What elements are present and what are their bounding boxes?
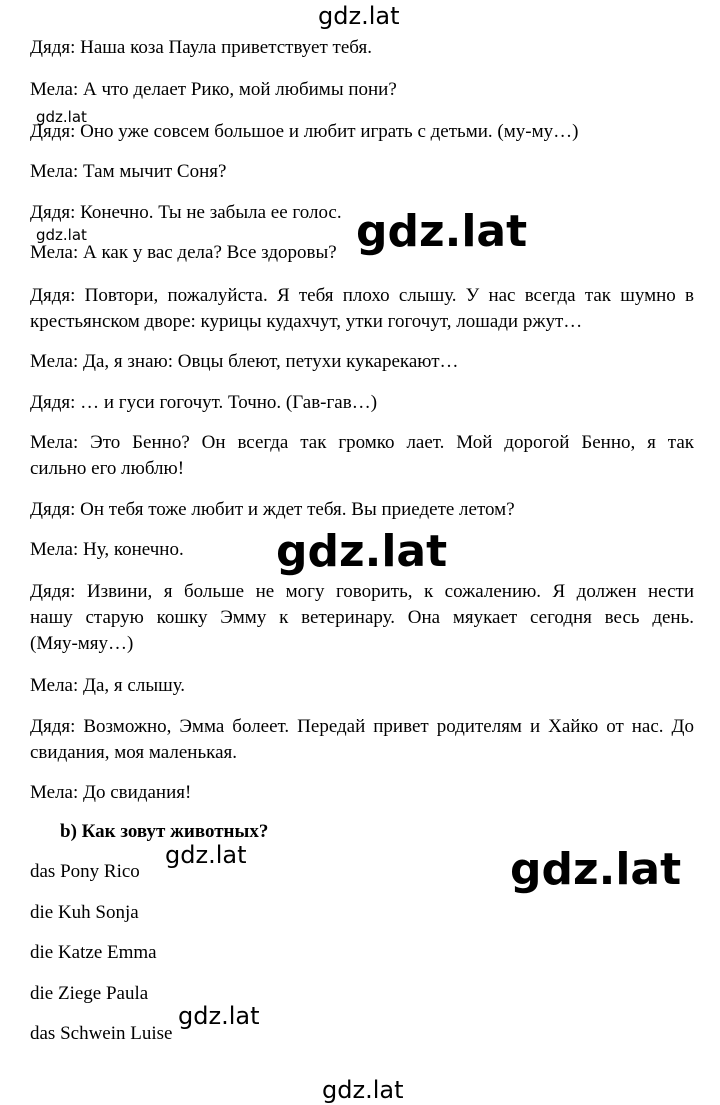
dialogue-line: Дядя: Возможно, Эмма болеет. Передай привет родителям и Хайко от нас. До <box>30 716 694 737</box>
watermark: gdz.lat <box>276 526 448 577</box>
dialogue-line: Мела: Да, я знаю: Овцы блеют, петухи кукарекают… <box>30 351 459 372</box>
dialogue-line: Дядя: Повтори, пожалуйста. Я тебя плохо слышу. У нас всегда так шумно в <box>30 285 694 306</box>
dialogue-line: Мела: А как у вас дела? Все здоровы? <box>30 242 337 263</box>
watermark: gdz.lat <box>510 844 682 895</box>
dialogue-line: Мела: Там мычит Соня? <box>30 161 227 182</box>
watermark: gdz.lat <box>322 1076 404 1104</box>
dialogue-line: Дядя: … и гуси гогочут. Точно. (Гав-гав…) <box>30 392 378 413</box>
dialogue-line: Дядя: Наша коза Паула приветствует тебя. <box>30 37 372 58</box>
dialogue-line: свидания, моя маленькая. <box>30 742 238 763</box>
dialogue-line: Дядя: Он тебя тоже любит и ждет тебя. Вы приедете летом? <box>30 499 515 520</box>
dialogue-line: Мела: Ну, конечно. <box>30 539 184 560</box>
dialogue-line: Мела: А что делает Рико, мой любимы пони? <box>30 79 397 100</box>
dialogue-line: Дядя: Оно уже совсем большое и любит играть с детьми. (му-му…) <box>30 121 579 142</box>
dialogue-line: сильно его люблю! <box>30 458 185 479</box>
dialogue-line: крестьянском дворе: курицы кудахчут, утки гогочут, лошади ржут… <box>30 311 583 332</box>
dialogue-line: Дядя: Конечно. Ты не забыла ее голос. <box>30 202 342 223</box>
dialogue-line: Мела: Да, я слышу. <box>30 675 186 696</box>
dialogue-line: Дядя: Извини, я больше не могу говорить, к сожалению. Я должен нести <box>30 581 694 602</box>
answer-item: das Schwein Luise <box>30 1023 173 1044</box>
dialogue-line: Мела: Это Бенно? Он всегда так громко лает. Мой дорогой Бенно, я так <box>30 432 694 453</box>
answer-item: die Ziege Paula <box>30 983 149 1004</box>
answer-item: das Pony Rico <box>30 861 140 882</box>
watermark: gdz.lat <box>36 226 87 244</box>
section-heading: b) Как зовут животных? <box>60 821 269 842</box>
watermark: gdz.lat <box>165 841 247 869</box>
watermark: gdz.lat <box>178 1002 260 1030</box>
watermark: gdz.lat <box>318 2 400 30</box>
watermark: gdz.lat <box>36 108 87 126</box>
dialogue-line: Мела: До свидания! <box>30 782 192 803</box>
answer-item: die Katze Emma <box>30 942 157 963</box>
answer-item: die Kuh Sonja <box>30 902 139 923</box>
dialogue-line: нашу старую кошку Эмму к ветеринару. Она мяукает сегодня весь день. <box>30 607 694 628</box>
watermark: gdz.lat <box>356 206 528 257</box>
dialogue-line: (Мяу-мяу…) <box>30 633 134 654</box>
